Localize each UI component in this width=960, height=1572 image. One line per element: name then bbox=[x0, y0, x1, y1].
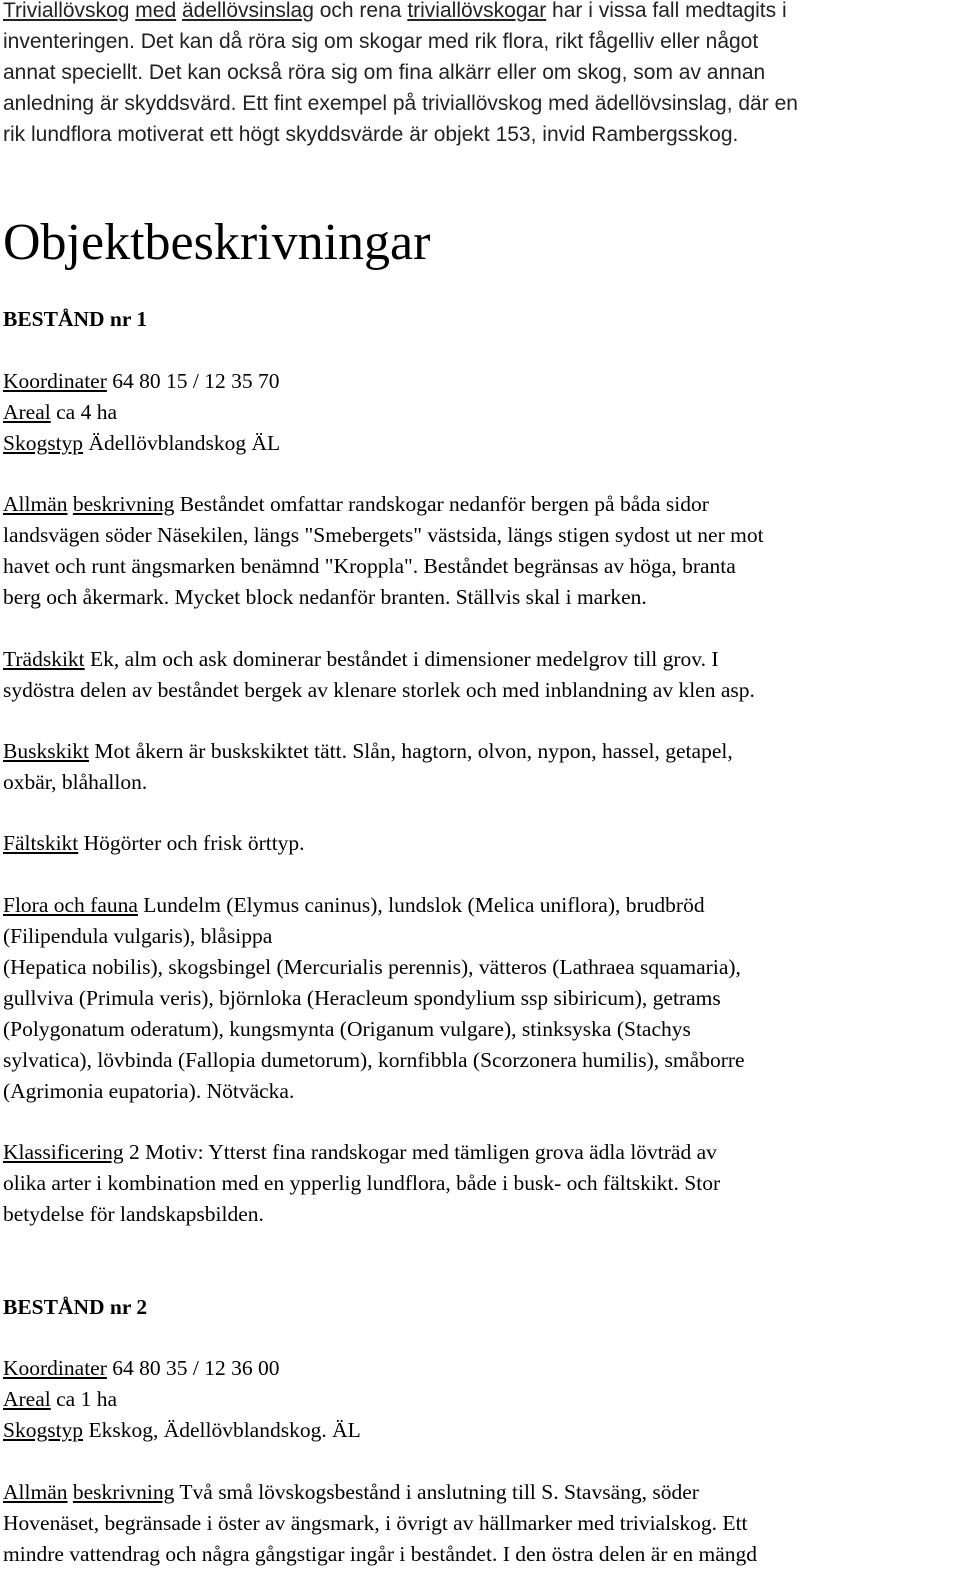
text-line: Högörter och frisk örttyp. bbox=[78, 831, 305, 855]
intro-line-2: inventeringen. Det kan då röra sig om skogar med rik flora, rikt fågelliv eller något bbox=[3, 30, 759, 53]
skogstyp-value: Ädellövblandskog ÄL bbox=[83, 431, 281, 455]
bestand-1-meta bbox=[3, 366, 958, 459]
flora-fauna-1 bbox=[3, 890, 958, 1107]
text-line: (Filipendula vulgaris), blåsippa bbox=[3, 924, 273, 948]
bestand-2-title: BESTÅND nr 2 bbox=[3, 1295, 148, 1319]
klassificering-label[interactable]: Klassificering bbox=[3, 1140, 124, 1164]
text-line: sylvatica), lövbinda (Fallopia dumetorum), kornfibbla (Scorzonera humilis), småborre bbox=[3, 1048, 745, 1072]
beskrivning-label[interactable]: beskrivning bbox=[72, 492, 175, 516]
text-line: Ek, alm och ask dominerar beståndet i dimensioner medelgrov till grov. I bbox=[84, 647, 719, 671]
allman-beskrivning-2 bbox=[3, 1477, 958, 1570]
klass-value: 2 Motiv: bbox=[123, 1140, 204, 1164]
skogstyp-label[interactable]: Skogstyp bbox=[3, 1418, 84, 1442]
intro-paragraph bbox=[3, 0, 958, 150]
intro-line-3: annat speciellt. Det kan också röra sig om fina alkärr eller om skog, som av annan bbox=[3, 61, 766, 84]
text-line: havet och runt ängsmarken benämnd "Kroppla". Beståndet begränsas av höga, branta bbox=[3, 554, 736, 578]
skogstyp-label[interactable]: Skogstyp bbox=[3, 431, 84, 455]
text-line: (Polygonatum oderatum), kungsmynta (Origanum vulgare), stinksyska (Stachys bbox=[3, 1017, 691, 1041]
text-line: mindre vattendrag och några gångstigar ingår i beståndet. I den östra delen är en mängd bbox=[3, 1542, 758, 1566]
allman-label[interactable]: Allmän bbox=[3, 492, 68, 516]
allman-label[interactable]: Allmän bbox=[3, 1480, 68, 1504]
text-line: (Hepatica nobilis), skogsbingel (Mercurialis perennis), vätteros (Lathraea squamaria), bbox=[3, 955, 741, 979]
koordinater-value: 64 80 35 / 12 36 00 bbox=[106, 1356, 280, 1380]
bestand-2-meta bbox=[3, 1353, 958, 1446]
section-title: Objektbeskrivningar bbox=[3, 214, 431, 271]
koordinater-row bbox=[3, 1353, 958, 1384]
link-triviallovskog[interactable]: Triviallövskog bbox=[3, 0, 130, 22]
koordinater-label[interactable]: Koordinater bbox=[3, 1356, 107, 1380]
intro-line-1 bbox=[3, 0, 958, 26]
text-line: sydöstra delen av beståndet bergek av klenare storlek och med inblandning av klen asp. bbox=[3, 678, 755, 702]
beskrivning-label[interactable]: beskrivning bbox=[72, 1480, 175, 1504]
text-line: betydelse för landskapsbilden. bbox=[3, 1202, 264, 1226]
allman-beskrivning-1 bbox=[3, 489, 958, 613]
skogstyp-value: Ekskog, Ädellövblandskog. ÄL bbox=[83, 1418, 361, 1442]
bestand-1-title: BESTÅND nr 1 bbox=[3, 307, 148, 331]
areal-label[interactable]: Areal bbox=[3, 1387, 51, 1411]
text-line: berg och åkermark. Mycket block nedanför branten. Ställvis skal i marken. bbox=[3, 585, 647, 609]
koordinater-row bbox=[3, 366, 958, 397]
flora-label[interactable]: Flora och fauna bbox=[3, 893, 138, 917]
areal-value: ca 4 ha bbox=[50, 400, 118, 424]
tradskikt-1 bbox=[3, 644, 958, 706]
text-line: Beståndet omfattar randskogar nedanför bergen på båda sidor bbox=[174, 492, 709, 516]
intro-text: har i vissa fall medtagits i bbox=[552, 0, 787, 22]
areal-row bbox=[3, 1384, 958, 1415]
intro-line-4: anledning är skyddsvärd. Ett fint exempel på triviallövskog med ädellövsinslag, där en bbox=[3, 92, 798, 115]
buskskikt-1 bbox=[3, 736, 958, 798]
text-line: Två små lövskogsbestånd i anslutning till S. Stavsäng, söder bbox=[174, 1480, 699, 1504]
text-line: gullviva (Primula veris), björnloka (Heracleum spondylium ssp sibiricum), getrams bbox=[3, 986, 721, 1010]
text-line: oxbär, blåhallon. bbox=[3, 770, 148, 794]
intro-line-5: rik lundflora motiverat ett högt skyddsvärde är objekt 153, invid Rambergsskog. bbox=[3, 123, 739, 146]
link-adellovsinslag[interactable]: ädellövsinslag bbox=[181, 0, 314, 22]
koordinater-label[interactable]: Koordinater bbox=[3, 369, 107, 393]
text-line: Mot åkern är buskskiktet tätt. Slån, hagtorn, olvon, nypon, hassel, getapel, bbox=[89, 739, 733, 763]
text-line: landsvägen söder Näsekilen, längs "Smebergets" västsida, längs stigen sydost ut ner mot bbox=[3, 523, 764, 547]
intro-text: och rena bbox=[319, 0, 402, 22]
link-med[interactable]: med bbox=[135, 0, 177, 22]
text-line: Hovenäset, begränsade i öster av ängsmark, i övrigt av hällmarker med trivialskog. Ett bbox=[3, 1511, 748, 1535]
klassificering-1 bbox=[3, 1137, 958, 1230]
faltskikt-1 bbox=[3, 828, 958, 859]
buskskikt-label[interactable]: Buskskikt bbox=[3, 739, 90, 763]
koordinater-value: 64 80 15 / 12 35 70 bbox=[106, 369, 280, 393]
skogstyp-row bbox=[3, 1415, 958, 1446]
text-line: Lundelm (Elymus caninus), lundslok (Melica uniflora), brudbröd bbox=[137, 893, 705, 917]
areal-label[interactable]: Areal bbox=[3, 400, 51, 424]
areal-row bbox=[3, 397, 958, 428]
faltskikt-label[interactable]: Fältskikt bbox=[3, 831, 79, 855]
text-line: olika arter i kombination med en ypperlig lundflora, både i busk- och fältskikt. Stor bbox=[3, 1171, 721, 1195]
link-triviallovskogar[interactable]: triviallövskogar bbox=[407, 0, 547, 22]
tradskikt-label[interactable]: Trädskikt bbox=[3, 647, 85, 671]
areal-value: ca 1 ha bbox=[50, 1387, 118, 1411]
text-line: Ytterst fina randskogar med tämligen grova ädla lövträd av bbox=[203, 1140, 717, 1164]
skogstyp-row bbox=[3, 428, 958, 459]
text-line: (Agrimonia eupatoria). Nötväcka. bbox=[3, 1079, 295, 1103]
